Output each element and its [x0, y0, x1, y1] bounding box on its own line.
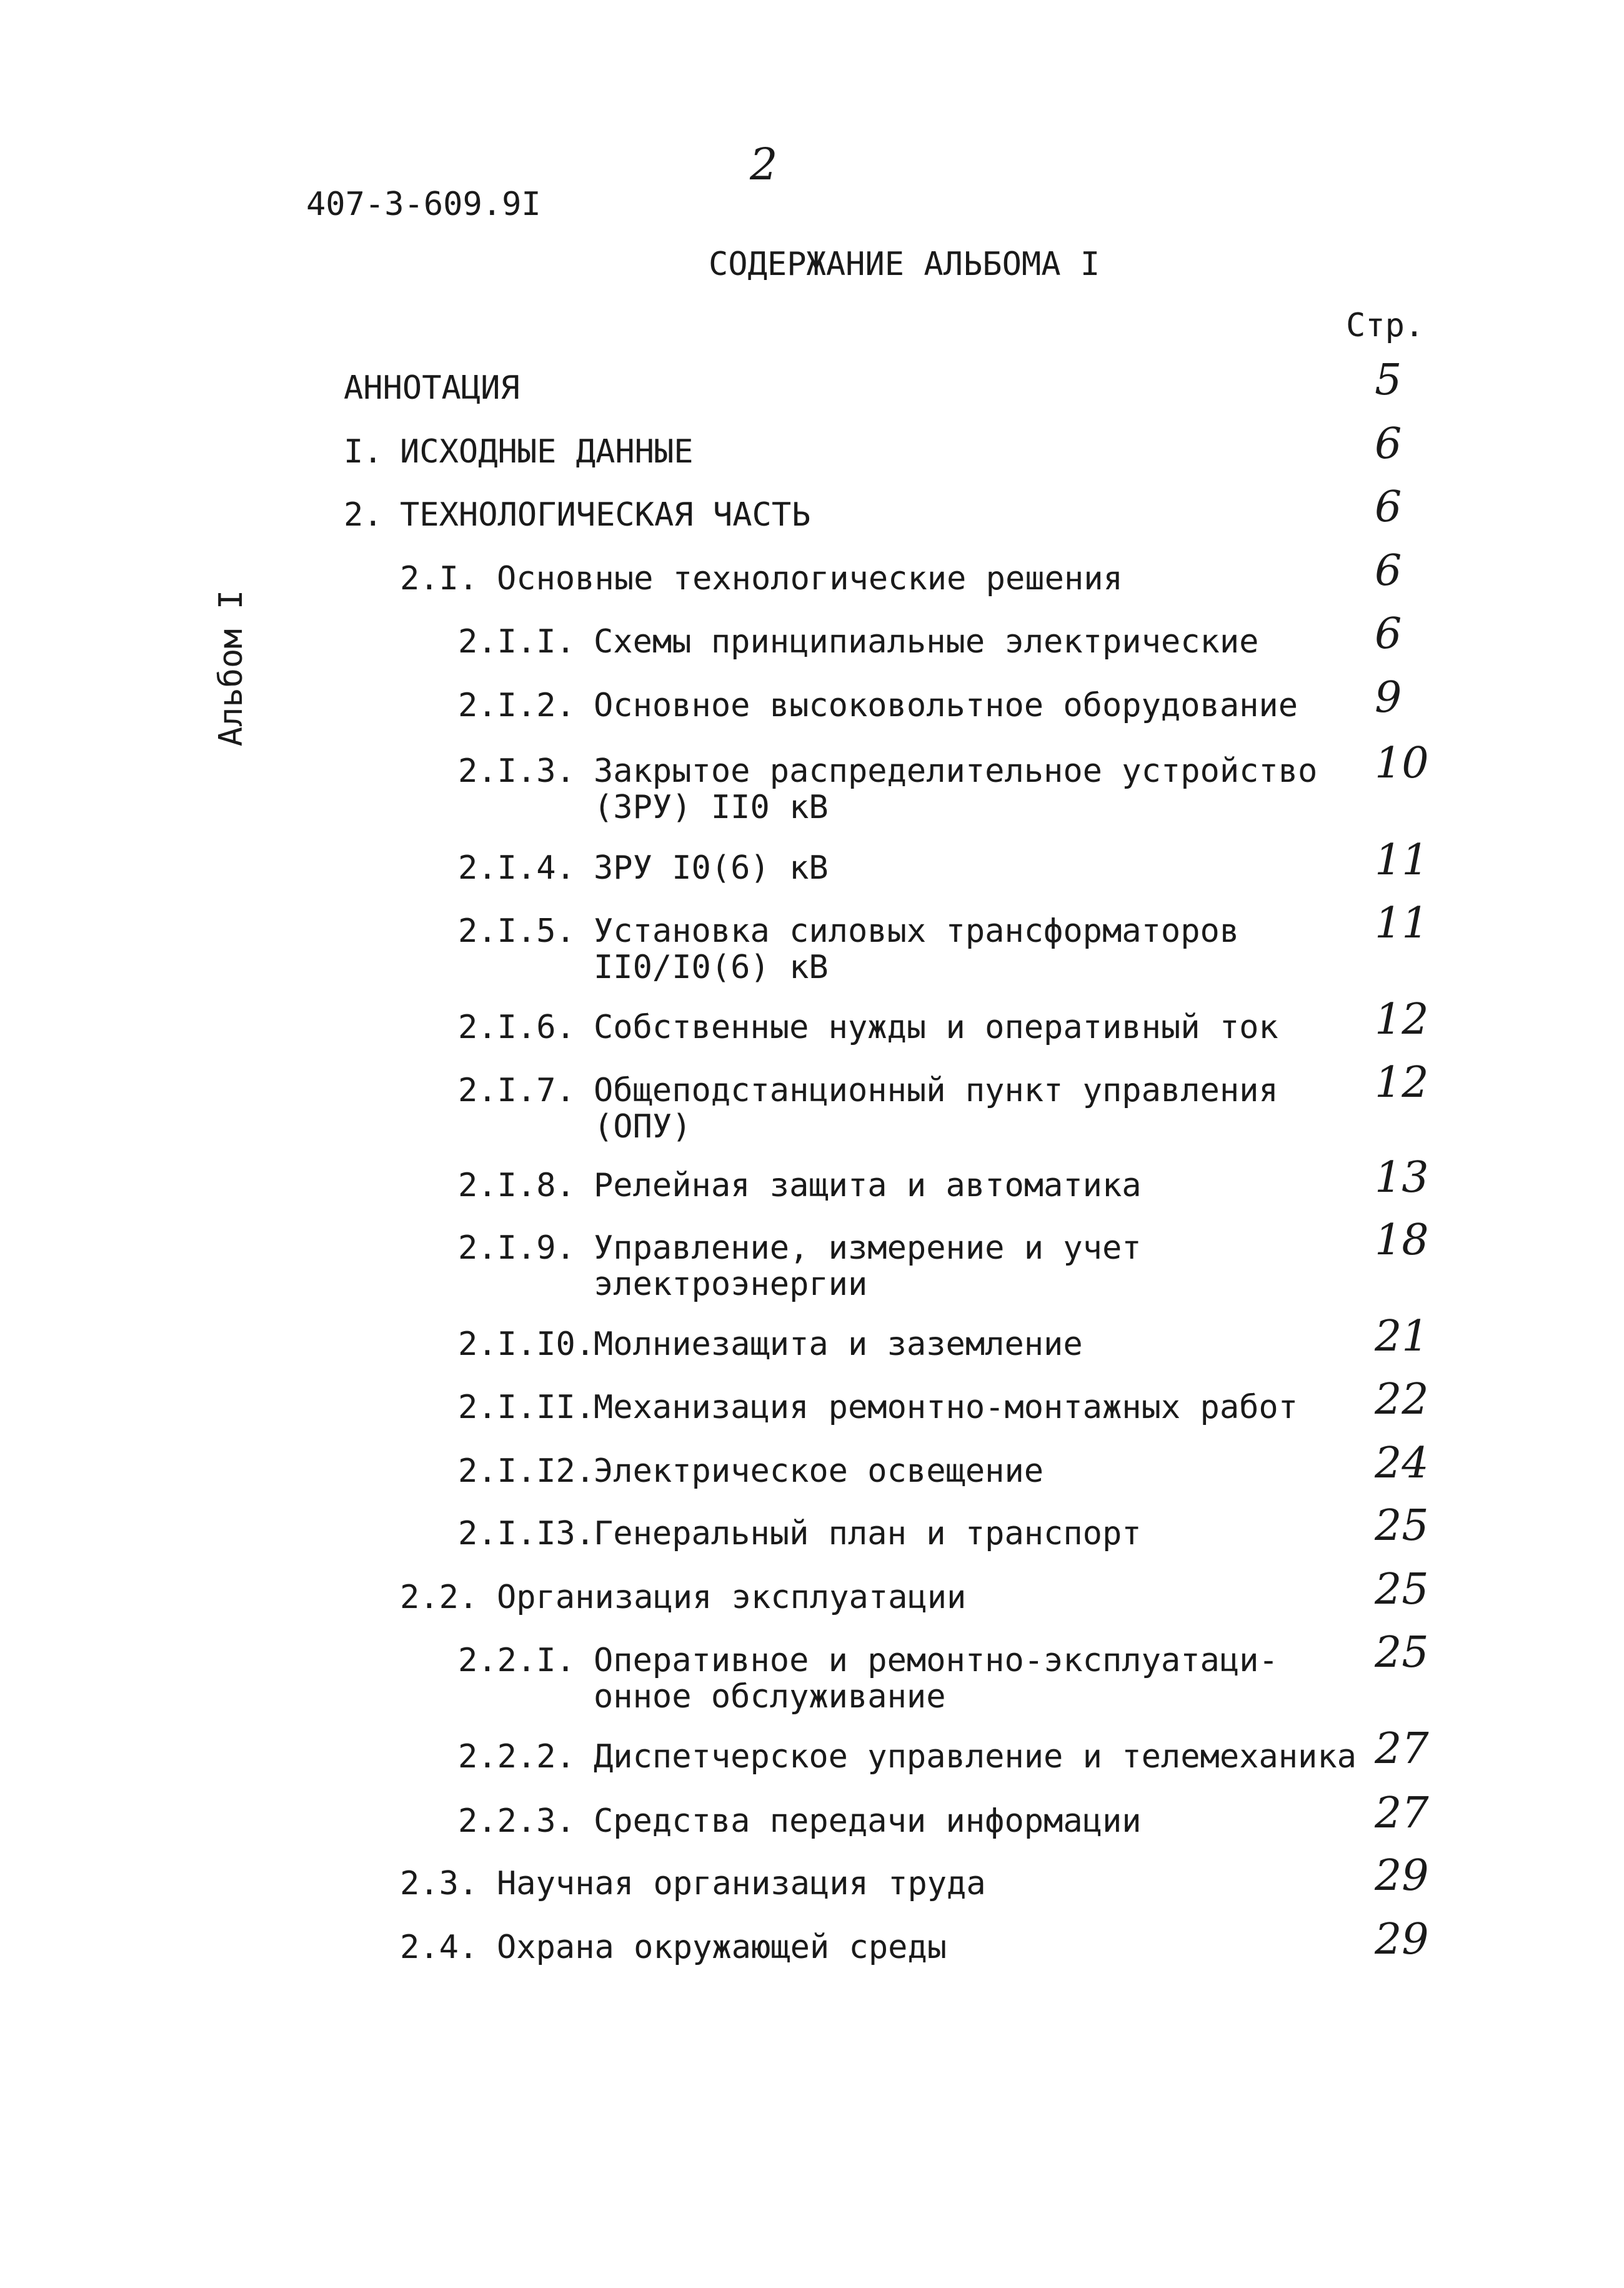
toc-entry-title: Собственные нужды и оперативный ток [594, 1009, 1278, 1046]
toc-entry-page: 5 [1375, 356, 1402, 405]
toc-entry-page: 11 [1375, 899, 1429, 948]
toc-entry-title: Схемы принципиальные электрические [594, 623, 1259, 661]
toc-entry-page: 11 [1375, 836, 1429, 885]
toc-entry-page: 12 [1375, 1058, 1429, 1107]
toc-entry-number: 2.2.3. [458, 1802, 575, 1840]
toc-entry-number: 2.I.4. [458, 849, 575, 887]
toc-entry-number: 2.I.6. [458, 1009, 575, 1046]
toc-entry [0, 739, 1624, 828]
toc-entry-title: Средства передачи информации [594, 1802, 1142, 1840]
toc-entry-title: Основное высоковольтное оборудование [594, 687, 1298, 724]
toc-entry-number: 2. [344, 496, 383, 534]
toc-entry-number: 2.I.I3. [458, 1515, 595, 1552]
toc-entry-number: 2.I.I2. [458, 1452, 595, 1490]
toc-entry [0, 899, 1624, 988]
toc-entry-title: Установка силовых трансформаторов II0/I0(6) кВ [594, 912, 1240, 986]
toc-entry-number: 2.2.2. [458, 1738, 575, 1776]
toc-entry-number: 2.2. [400, 1579, 479, 1616]
toc-entry-number: 2.I.7. [458, 1072, 575, 1109]
toc-entry-page: 29 [1375, 1915, 1429, 1964]
toc-entry-number: 2.I.8. [458, 1167, 575, 1204]
toc-entry-title: Релейная защита и автоматика [594, 1167, 1142, 1204]
toc-entry [0, 1216, 1624, 1305]
toc-entry-page: 10 [1375, 739, 1429, 788]
toc-entry-title: АННОТАЦИЯ [344, 369, 520, 407]
toc-entry-page: 13 [1375, 1153, 1429, 1202]
toc-entry-number: 2.I. [400, 560, 479, 597]
toc-entry [0, 1628, 1624, 1717]
toc-entry-page: 25 [1375, 1628, 1429, 1677]
toc-entry-number: 2.I.5. [458, 912, 575, 950]
toc-entry-number: 2.4. [400, 1929, 479, 1966]
toc-entry-title: Оперативное и ремонтно-эксплуатаци- онное обслуживание [594, 1642, 1278, 1716]
toc-entry-number: 2.I.I. [458, 623, 575, 661]
toc-entry-number: 2.I.3. [458, 752, 575, 790]
toc-entry-page: 6 [1375, 609, 1402, 659]
toc-entry-title: Управление, измерение и учет электроэнергии [594, 1229, 1142, 1303]
toc-entry-page: 29 [1375, 1851, 1429, 1901]
toc-entry [0, 1915, 1624, 2004]
toc-entry-number: 2.I.II. [458, 1389, 595, 1426]
toc-entry-page: 27 [1375, 1724, 1429, 1774]
toc-entry [0, 1058, 1624, 1147]
toc-entry-title: Механизация ремонтно-монтажных работ [594, 1389, 1298, 1426]
toc-entry-title: Охрана окружающей среды [497, 1929, 947, 1966]
album-side-label: Альбом I [212, 589, 250, 747]
toc-entry-page: 25 [1375, 1565, 1429, 1614]
toc-entry-page: 22 [1375, 1375, 1429, 1424]
toc-entry-number: 2.2.I. [458, 1642, 575, 1679]
toc-entry-number: 2.3. [400, 1865, 479, 1902]
toc-entry-page: 25 [1375, 1501, 1429, 1551]
toc-entry-page: 24 [1375, 1439, 1429, 1488]
toc-entry-number: 2.I.I0. [458, 1326, 595, 1363]
toc-entry-title: ИСХОДНЫЕ ДАННЫЕ [400, 433, 694, 471]
toc-entry-page: 9 [1375, 673, 1402, 722]
toc-entry-number: I. [344, 433, 383, 471]
toc-entry-title: Молниезащита и заземление [594, 1326, 1083, 1363]
toc-entry-number: 2.I.2. [458, 687, 575, 724]
toc-entry-page: 18 [1375, 1216, 1429, 1265]
toc-entry-title: ЗРУ I0(6) кВ [594, 849, 829, 887]
toc-entry-title: Научная организация труда [497, 1865, 986, 1902]
page-number: 2 [750, 139, 778, 190]
toc-entry-title: ТЕХНОЛОГИЧЕСКАЯ ЧАСТЬ [400, 496, 811, 534]
page-title: СОДЕРЖАНИЕ АЛЬБОМА I [709, 246, 1100, 283]
toc-entry-page: 6 [1375, 419, 1402, 469]
toc-entry-title: Электрическое освещение [594, 1452, 1044, 1490]
toc-entry-number: 2.I.9. [458, 1229, 575, 1267]
toc-entry-title: Общеподстанционный пункт управления (ОПУ) [594, 1072, 1278, 1146]
toc-entry-title: Закрытое распределительное устройство (ЗРУ) II0 кВ [594, 752, 1318, 826]
toc-entry-page: 12 [1375, 995, 1429, 1044]
toc-entry-title: Основные технологические решения [497, 560, 1123, 597]
toc-entry-page: 27 [1375, 1789, 1429, 1838]
toc-entry-title: Генеральный план и транспорт [594, 1515, 1142, 1552]
toc-entry-page: 6 [1375, 482, 1402, 532]
page-column-header: Стр. [1346, 307, 1425, 344]
toc-entry-page: 21 [1375, 1312, 1429, 1361]
toc-entry-title: Организация эксплуатации [497, 1579, 967, 1616]
toc-entry-title: Диспетчерское управление и телемеханика [594, 1738, 1357, 1776]
toc-entry-page: 6 [1375, 546, 1402, 596]
document-code: 407-3-609.9I [306, 186, 541, 223]
